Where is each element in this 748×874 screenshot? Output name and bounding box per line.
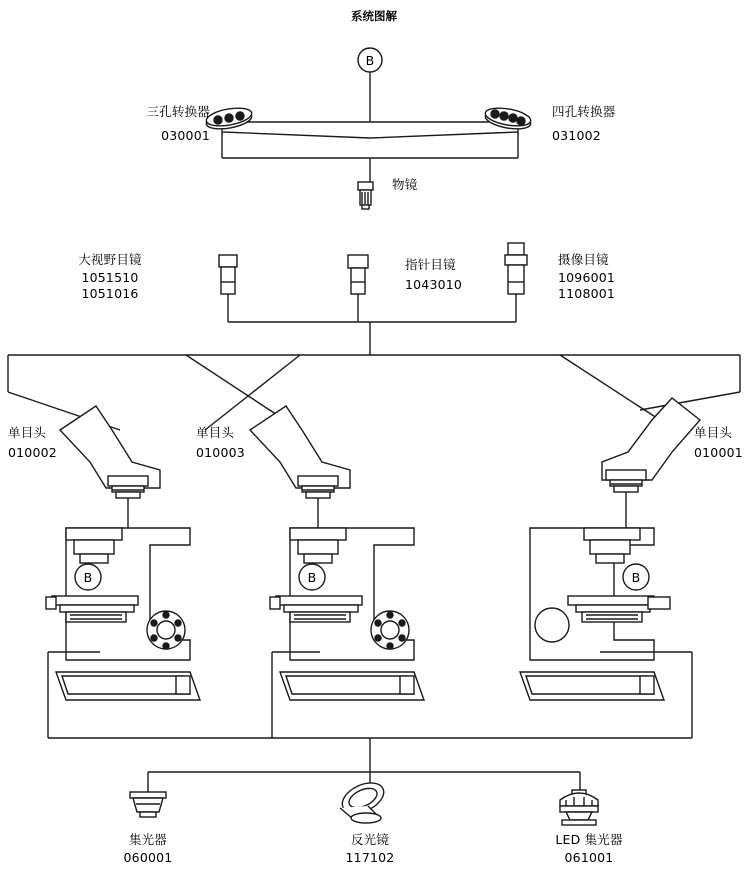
turret4-label: 四孔转换器 xyxy=(552,104,616,119)
head-right-label: 单目头 xyxy=(694,425,733,440)
page-title: 系统图解 xyxy=(351,9,397,23)
turret3-label: 三孔转换器 xyxy=(146,104,210,119)
microscope-mid xyxy=(270,528,424,700)
head-right-icon xyxy=(602,398,700,492)
eyepiece-wide-code1: 1051510 xyxy=(81,270,139,285)
objective-icon xyxy=(358,182,373,209)
led-condenser-label: LED 集光器 xyxy=(555,832,623,847)
eyepiece-pointer-label: 指针目镜 xyxy=(405,257,456,272)
objective-label: 物镜 xyxy=(392,177,418,192)
eyepiece-camera-label: 摄像目镜 xyxy=(558,252,609,267)
scope-right-bulb-label: B xyxy=(631,570,641,585)
eyepiece-pointer-code: 1043010 xyxy=(405,277,463,292)
led-condenser-icon xyxy=(560,790,598,825)
mirror-label: 反光镜 xyxy=(350,832,390,847)
eyepiece-wide-code2: 1051016 xyxy=(81,286,139,301)
scope-left-bulb-label: B xyxy=(83,570,93,585)
eyepiece-wide-icon xyxy=(219,255,237,294)
bulb-top-label: B xyxy=(365,53,375,68)
turret4-code: 031002 xyxy=(552,128,601,143)
turret-bar xyxy=(222,122,518,138)
eyepiece-camera-code2: 1108001 xyxy=(558,286,616,301)
turret3-code: 030001 xyxy=(161,128,210,143)
head-mid-code: 010003 xyxy=(196,445,245,460)
microscope-right xyxy=(520,528,670,700)
head-right-code: 010001 xyxy=(694,445,743,460)
mirror-code: 117102 xyxy=(345,850,395,865)
scope-mid-bulb-label: B xyxy=(307,570,317,585)
condenser-icon xyxy=(130,792,166,817)
microscope-left xyxy=(46,528,200,700)
eyepiece-pointer-icon xyxy=(348,255,368,294)
led-condenser-code: 061001 xyxy=(564,850,614,865)
mirror-icon xyxy=(338,777,389,823)
head-left-label: 单目头 xyxy=(8,425,47,440)
condenser-code: 060001 xyxy=(123,850,173,865)
head-mid-label: 单目头 xyxy=(196,425,235,440)
condenser-label: 集光器 xyxy=(128,832,168,847)
eyepiece-wide-label: 大视野目镜 xyxy=(78,252,142,267)
head-left-code: 010002 xyxy=(8,445,57,460)
eyepiece-camera-code1: 1096001 xyxy=(558,270,616,285)
